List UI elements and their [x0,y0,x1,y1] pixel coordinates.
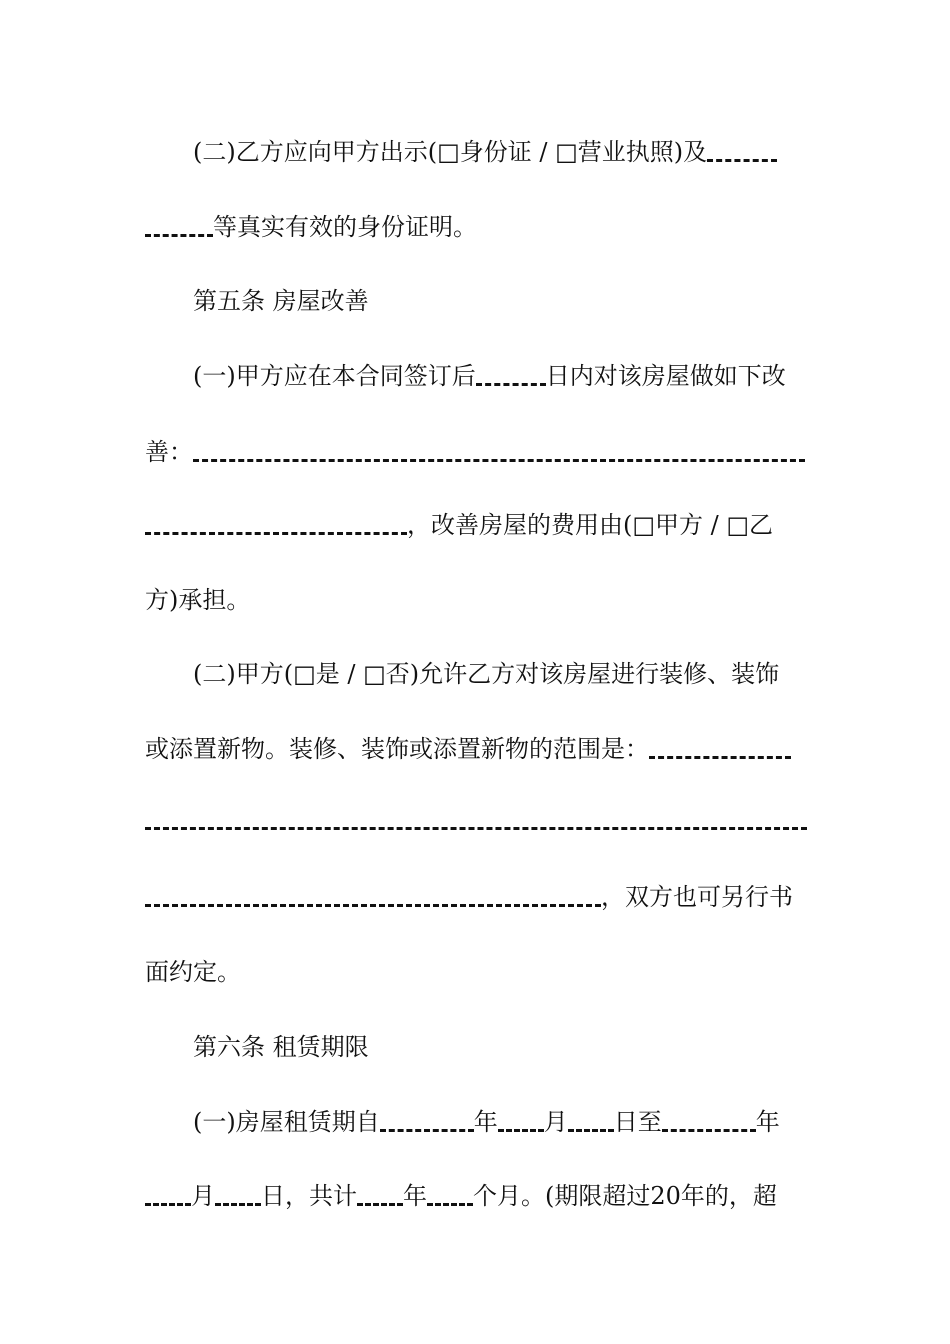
text-line [145,1176,807,1216]
fill-blank[interactable] [145,212,213,237]
clause-text: 月 [543,1108,568,1136]
clause-text: 日，共计 [261,1182,357,1210]
clause-text: 个月。(期限超过20年的，超 [473,1182,777,1210]
fill-blank[interactable] [145,882,601,907]
text-line [145,803,807,843]
text-line [193,654,807,694]
text-line [145,952,807,992]
fill-blank[interactable] [215,1181,261,1206]
fill-blank[interactable] [193,437,805,462]
text-line [145,207,807,247]
fill-blank[interactable] [498,1107,544,1132]
fill-blank[interactable] [476,361,546,386]
fill-blank[interactable] [357,1181,403,1206]
heading-text: 第六条 租赁期限 [193,1033,369,1061]
text-line [145,877,807,917]
clause-text: (一)房屋租赁期自 [193,1108,380,1136]
clause-text: 日内对该房屋做如下改 [545,362,786,390]
fill-blank[interactable] [649,734,791,759]
text-line [145,505,807,545]
article-heading [193,281,807,321]
clause-text: ，改善房屋的费用由(□甲方 / □乙 [407,511,774,539]
text-line [193,356,807,396]
fill-blank[interactable] [145,803,807,830]
fill-blank[interactable] [568,1107,614,1132]
clause-text: 年 [755,1108,780,1136]
clause-text: 等真实有效的身份证明。 [213,213,477,241]
clause-text: 年 [403,1182,427,1210]
fill-blank[interactable] [145,1181,191,1206]
clause-text: (一)甲方应在本合同签订后 [193,362,476,390]
fill-blank[interactable] [662,1107,756,1132]
clause-text: 年 [473,1108,498,1136]
fill-blank[interactable] [380,1107,474,1132]
fill-blank[interactable] [707,137,777,162]
text-line [193,132,807,172]
clause-text: 月 [191,1182,215,1210]
clause-text: 面约定。 [145,958,241,986]
clause-text: 日至 [613,1108,662,1136]
article-heading [193,1027,807,1067]
text-line [145,432,807,472]
clause-text: ，双方也可另行书 [601,883,793,911]
clause-text: (二)乙方应向甲方出示(□身份证 / □营业执照)及 [193,138,708,166]
fill-blank[interactable] [145,510,407,535]
heading-text: 第五条 房屋改善 [193,287,369,315]
clause-text: 善： [145,438,193,466]
text-line [145,729,807,769]
text-line [145,580,807,620]
fill-blank[interactable] [427,1181,473,1206]
clause-text: 或添置新物。装修、装饰或添置新物的范围是： [145,735,649,763]
clause-text: 方)承担。 [145,586,251,614]
text-line [193,1102,807,1142]
clause-text: (二)甲方(□是 / □否)允许乙方对该房屋进行装修、装饰 [193,660,780,688]
